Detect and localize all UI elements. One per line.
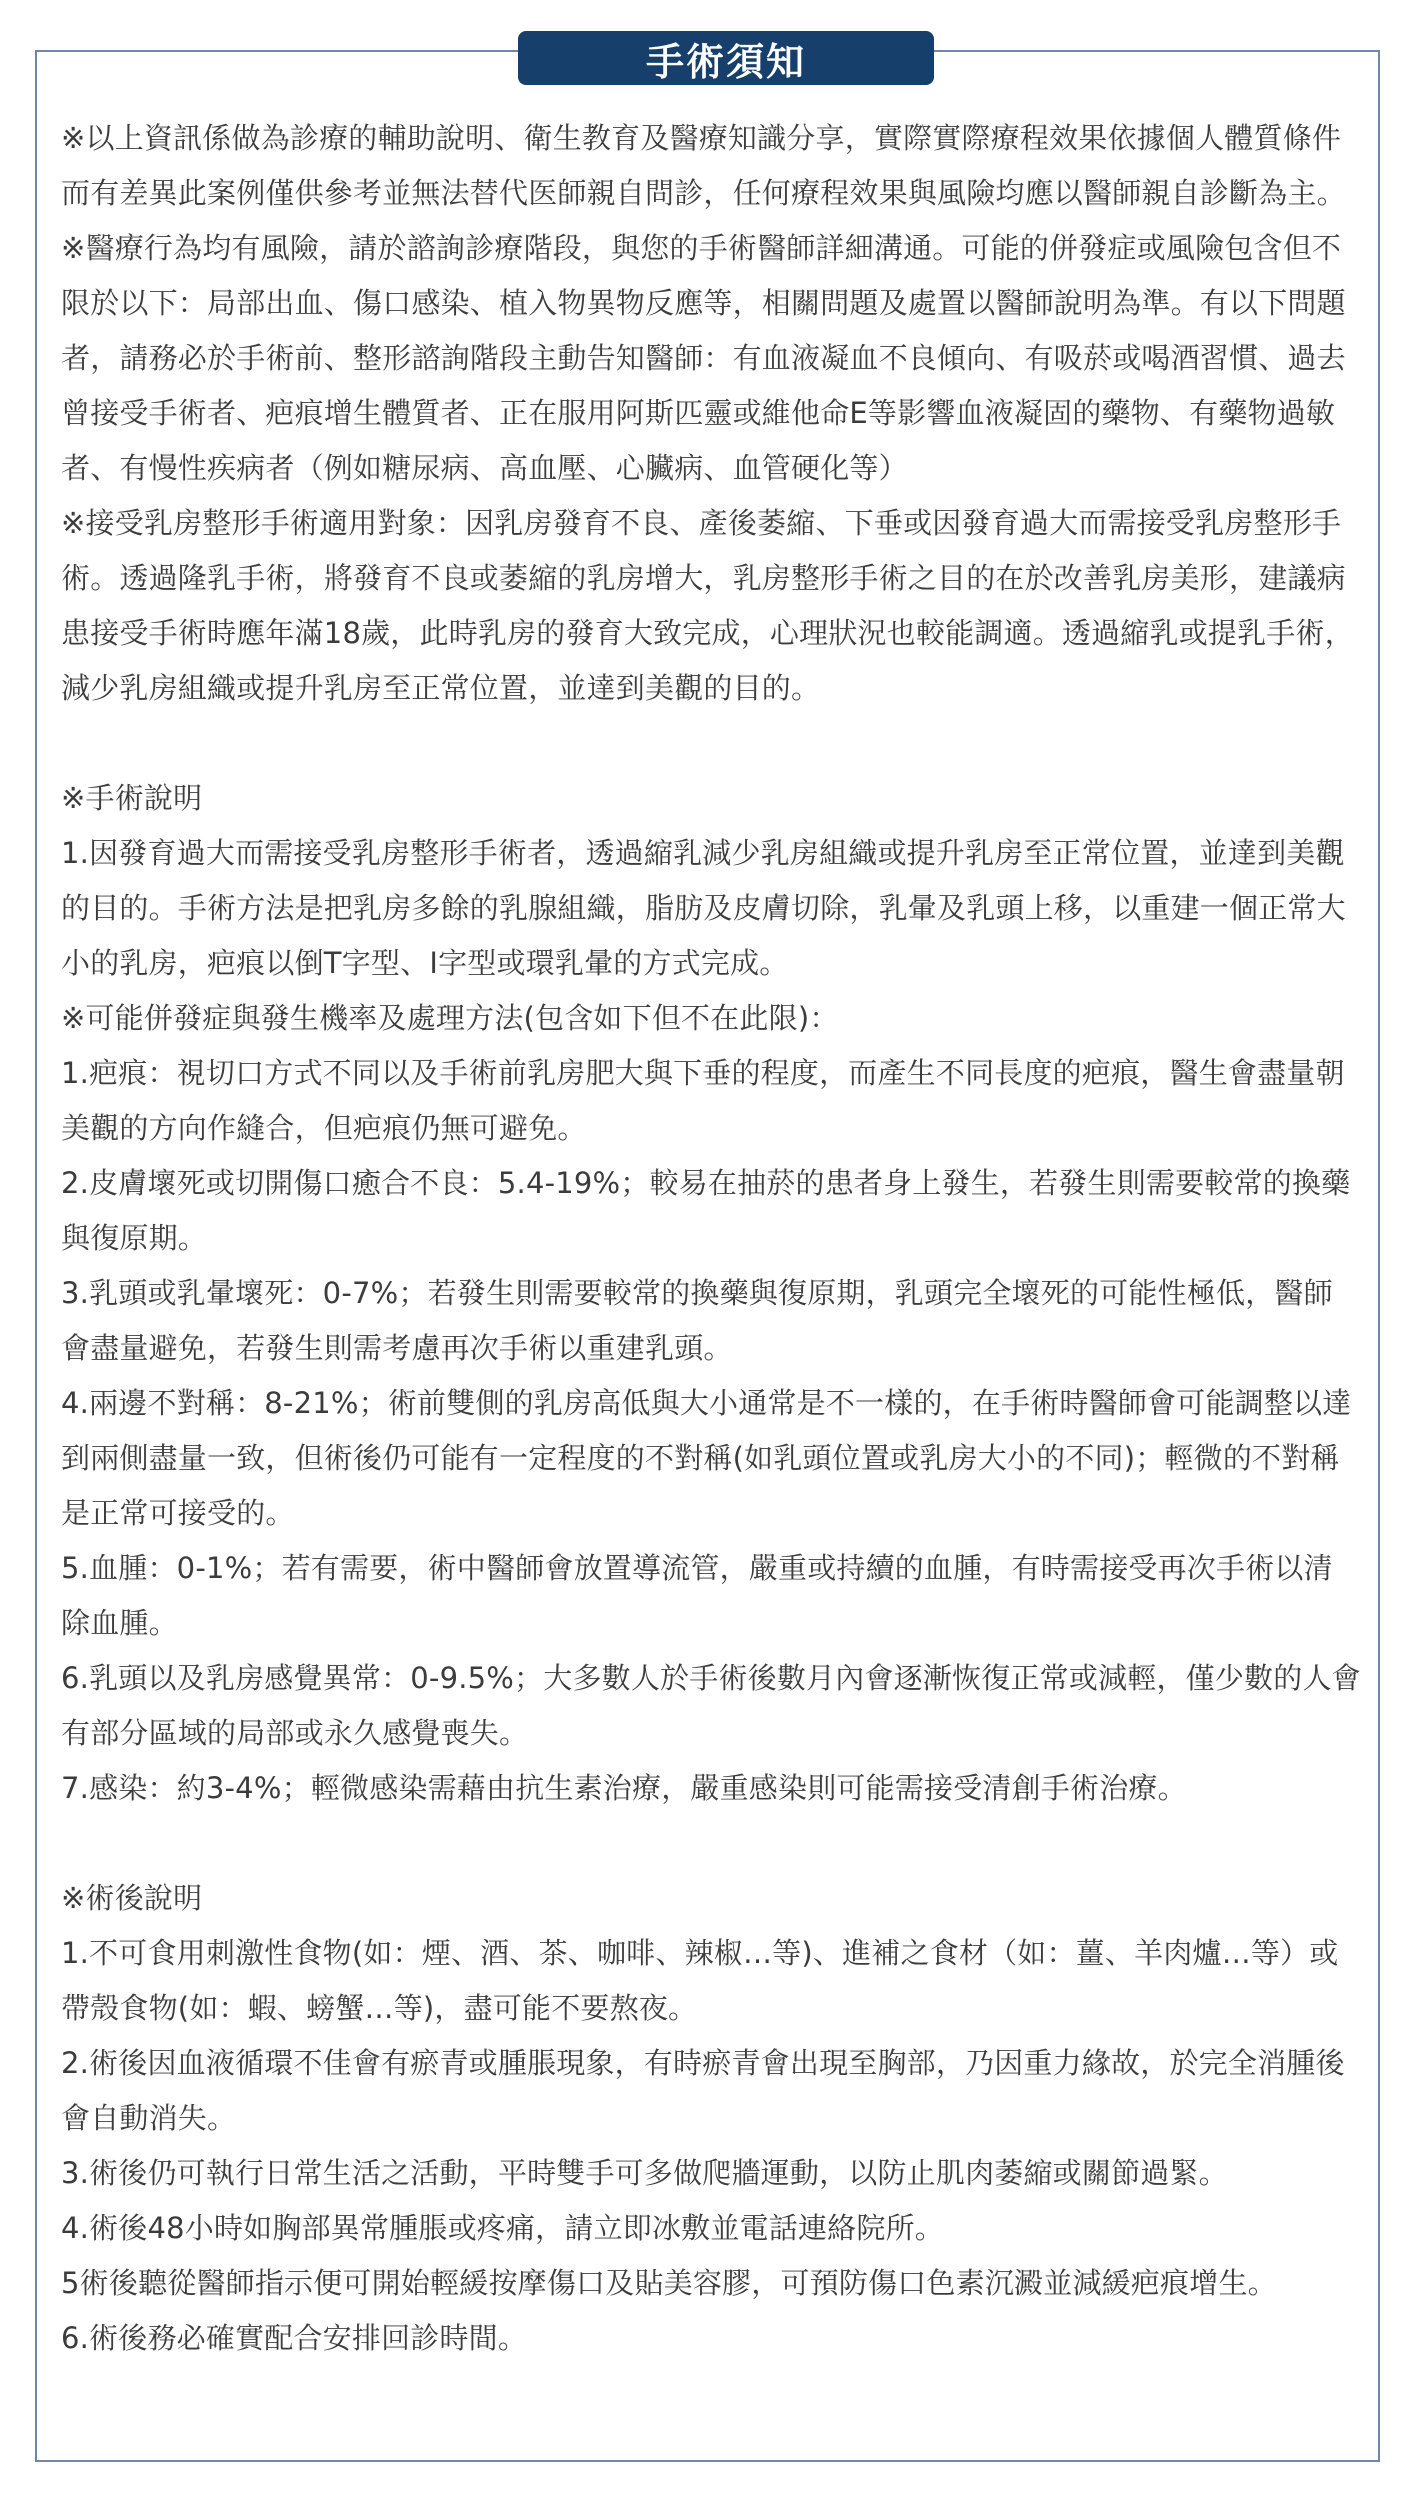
complication-item-3: 3.乳頭或乳暈壞死：0-7%；若發生則需要較常的換藥與復原期，乳頭完全壞死的可能性極低，醫師會盡量避免，若發生則需考慮再次手術以重建乳頭。 <box>61 1276 1333 1365</box>
postop-item-1: 1.不可食用刺激性食物(如：煙、酒、茶、咖啡、辣椒…等)、進補之食材（如：薑、羊肉爐…等）或帶殼食物(如：蝦、螃蟹…等)，盡可能不要熬夜。 <box>61 1936 1339 2025</box>
notice-content <box>61 111 1361 2366</box>
page-title <box>518 31 934 85</box>
section-spacer <box>61 716 1361 771</box>
complication-item-5: 5.血腫：0-1%；若有需要，術中醫師會放置導流管，嚴重或持續的血腫，有時需接受再次手術以清除血腫。 <box>61 1551 1333 1640</box>
postop-item-6: 6.術後務必確實配合安排回診時間。 <box>61 2321 528 2355</box>
postop-item-3: 3.術後仍可執行日常生活之活動，平時雙手可多做爬牆運動，以防止肌肉萎縮或關節過緊。 <box>61 2156 1228 2190</box>
postop-heading: ※術後說明 <box>61 1881 203 1915</box>
postop-item-2: 2.術後因血液循環不佳會有瘀青或腫脹現象，有時瘀青會出現至胸部，乃因重力緣故，於完全消腫後會自動消失。 <box>61 2046 1345 2135</box>
complication-item-4: 4.兩邊不對稱：8-21%；術前雙側的乳房高低與大小通常是不一樣的，在手術時醫師會可能調整以達到兩側盡量一致，但術後仍可能有一定程度的不對稱(如乳頭位置或乳房大小的不同)；輕微的不對稱是正常可接受的。 <box>61 1386 1352 1530</box>
postop-item-5: 5術後聽從醫師指示便可開始輕緩按摩傷口及貼美容膠，可預防傷口色素沉澱並減緩疤痕增生。 <box>61 2266 1277 2300</box>
complication-item-6: 6.乳頭以及乳房感覺異常：0-9.5%；大多數人於手術後數月內會逐漸恢復正常或減輕，僅少數的人會有部分區域的局部或永久感覺喪失。 <box>61 1661 1361 1750</box>
complication-item-2: 2.皮膚壞死或切開傷口癒合不良：5.4-19%；較易在抽菸的患者身上發生，若發生則需要較常的換藥與復原期。 <box>61 1166 1351 1255</box>
disclaimer-paragraph-2: ※醫療行為均有風險，請於諮詢診療階段，與您的手術醫師詳細溝通。可能的併發症或風險包含但不限於以下：局部出血、傷口感染、植入物異物反應等，相關問題及處置以醫師說明為準。有以下問題者，請務必於手術前、整形諮詢階段主動告知醫師：有血液凝血不良傾向、有吸菸或喝酒習慣、過去曾接受手術者、疤痕增生體質者、正在服用阿斯匹靈或維他命E等影響血液凝固的藥物、有藥物過敏者、有慢性疾病者（例如糖尿病、高血壓、心臟病、血管硬化等） <box>61 231 1346 485</box>
disclaimer-paragraph-3: ※接受乳房整形手術適用對象：因乳房發育不良、產後萎縮、下垂或因發育過大而需接受乳房整形手術。透過隆乳手術，將發育不良或萎縮的乳房增大，乳房整形手術之目的在於改善乳房美形，建議病患接受手術時應年滿18歲，此時乳房的發育大致完成，心理狀況也較能調適。透過縮乳或提乳手術，減少乳房組織或提升乳房至正常位置，並達到美觀的目的。 <box>61 506 1354 705</box>
disclaimer-paragraph-1: ※以上資訊係做為診療的輔助說明、衛生教育及醫療知識分享，實際實際療程效果依據個人體質條件而有差異此案例僅供參考並無法替代医師親自問診，任何療程效果與風險均應以醫師親自診斷為主。 <box>61 121 1346 210</box>
surgery-item-1: 1.因發育過大而需接受乳房整形手術者，透過縮乳減少乳房組織或提升乳房至正常位置，並達到美觀的目的。手術方法是把乳房多餘的乳腺組織，脂肪及皮膚切除，乳暈及乳頭上移，以重建一個正常大小的乳房，疤痕以倒T字型、I字型或環乳暈的方式完成。 <box>61 836 1346 980</box>
postop-item-4: 4.術後48小時如胸部異常腫脹或疼痛，請立即冰敷並電話連絡院所。 <box>61 2211 944 2245</box>
complication-item-1: 1.疤痕：視切口方式不同以及手術前乳房肥大與下垂的程度，而產生不同長度的疤痕，醫生會盡量朝美觀的方向作縫合，但疤痕仍無可避免。 <box>61 1056 1345 1145</box>
page-title-text: 手術須知 <box>645 39 806 84</box>
complications-heading: ※可能併發症與發生機率及處理方法(包含如下但不在此限)： <box>61 1001 839 1035</box>
section-spacer <box>61 1816 1361 1871</box>
complication-item-7: 7.感染：約3-4%；輕微感染需藉由抗生素治療，嚴重感染則可能需接受清創手術治療。 <box>61 1771 1187 1805</box>
surgery-heading: ※手術說明 <box>61 781 203 815</box>
